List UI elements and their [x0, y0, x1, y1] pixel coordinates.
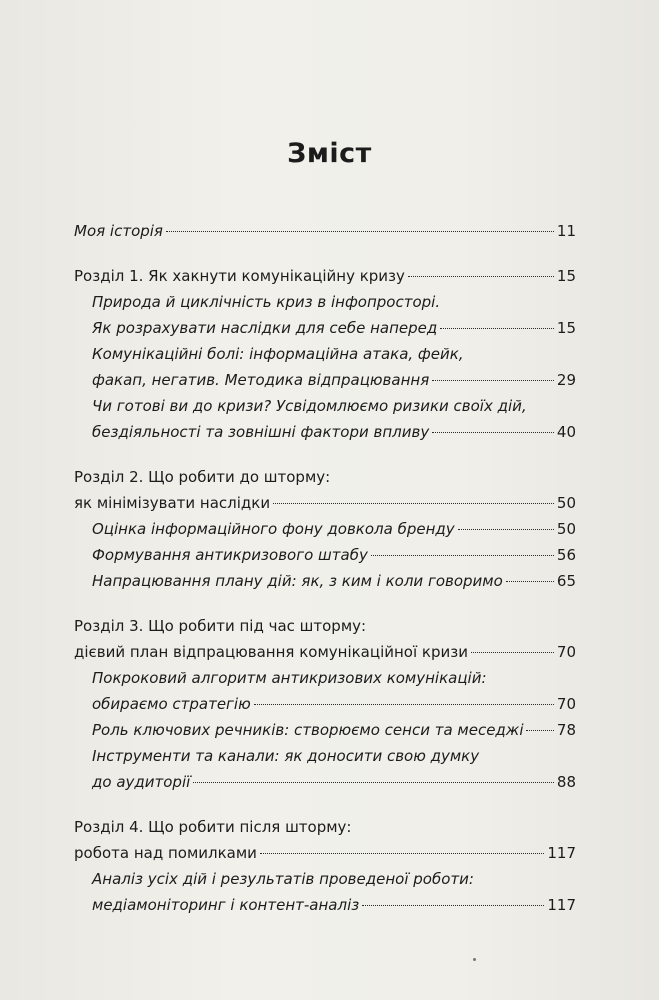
- dot-leader: [506, 581, 554, 582]
- toc-page-number: 11: [556, 222, 576, 240]
- dot-leader: [254, 704, 554, 705]
- toc-section-1-2[interactable]: [74, 367, 576, 393]
- toc-page-number: 50: [556, 494, 576, 512]
- toc-section-title: Як розрахувати наслідки для себе наперед: [92, 319, 438, 337]
- paper-speck: [473, 958, 476, 961]
- toc-page-number: 117: [547, 896, 576, 914]
- toc-section-title: Оцінка інформаційного фону довкола бренду: [92, 520, 455, 538]
- toc-section-title: Покроковий алгоритм антикризових комунікацій:: [92, 669, 487, 687]
- toc-chapter-3[interactable]: [74, 639, 576, 665]
- toc-section-title: Комунікаційні болі: інформаційна атака, фейк,: [92, 345, 464, 363]
- dot-leader: [166, 231, 554, 232]
- toc-section-2-3[interactable]: [74, 568, 576, 594]
- toc-section-title: факап, негатив. Методика відпрацювання: [92, 371, 430, 389]
- dot-leader: [440, 328, 554, 329]
- toc-page-number: 117: [547, 844, 576, 862]
- toc-section-title-line[interactable]: [74, 289, 576, 315]
- toc-section-title: Аналіз усіх дій і результатів проведеної роботи:: [92, 870, 474, 888]
- toc-page-number: 56: [556, 546, 576, 564]
- toc-section-title: Природа й циклічність криз в інфопросторі.: [92, 293, 441, 311]
- dot-leader: [526, 730, 553, 731]
- toc-section-2-1[interactable]: [74, 516, 576, 542]
- toc-section-title: Інструменти та канали: як доносити свою думку: [92, 747, 480, 765]
- toc-section-title-line[interactable]: [74, 743, 576, 769]
- toc-chapter-title-line[interactable]: [74, 613, 576, 639]
- toc-chapter-title: Розділ 1. Як хакнути комунікаційну кризу: [74, 267, 405, 285]
- toc-section-title: до аудиторії: [92, 773, 191, 791]
- dot-leader: [432, 432, 554, 433]
- toc-section-title-line[interactable]: [74, 393, 576, 419]
- toc-section-title-line[interactable]: [74, 866, 576, 892]
- toc-chapter-4[interactable]: [74, 840, 576, 866]
- dot-leader: [260, 853, 544, 854]
- toc-section-title: обираємо стратегію: [92, 695, 251, 713]
- toc-page-number: 50: [556, 520, 576, 538]
- dot-leader: [471, 652, 554, 653]
- toc-page-number: 15: [556, 319, 576, 337]
- toc-section-3-3[interactable]: [74, 769, 576, 795]
- toc-section-1-1[interactable]: [74, 315, 576, 341]
- toc-section-title: Чи готові ви до кризи? Усвідомлюємо ризики своїх дій,: [92, 397, 527, 415]
- toc-chapter-title: як мінімізувати наслідки: [74, 494, 271, 512]
- toc-page-number: 29: [556, 371, 576, 389]
- toc-chapter-title: робота над помилками: [74, 844, 257, 862]
- toc-chapter-title-line[interactable]: [74, 814, 576, 840]
- toc-chapter-title: Розділ 2. Що робити до шторму:: [74, 468, 331, 486]
- toc-section-title: Формування антикризового штабу: [92, 546, 368, 564]
- toc-page-number: 78: [556, 721, 576, 739]
- toc-section-1-3[interactable]: [74, 419, 576, 445]
- dot-leader: [408, 276, 554, 277]
- toc-section-title: Роль ключових речників: створюємо сенси та меседжі: [92, 721, 524, 739]
- toc-section-title: Напрацювання плану дій: як, з ким і коли говоримо: [92, 572, 503, 590]
- toc-page-number: 70: [556, 643, 576, 661]
- toc-section-title: медіамоніторинг і контент-аналіз: [92, 896, 360, 914]
- table-of-contents: [74, 218, 576, 918]
- toc-chapter-2[interactable]: [74, 490, 576, 516]
- toc-section-2-2[interactable]: [74, 542, 576, 568]
- dot-leader: [273, 503, 554, 504]
- toc-page-number: 40: [556, 423, 576, 441]
- toc-section-title-line[interactable]: [74, 341, 576, 367]
- toc-page-number: 15: [556, 267, 576, 285]
- toc-chapter-title: Розділ 4. Що робити після шторму:: [74, 818, 352, 836]
- toc-section-3-1[interactable]: [74, 691, 576, 717]
- page-title: Зміст: [287, 138, 372, 169]
- toc-section-title: бездіяльності та зовнішні фактори впливу: [92, 423, 430, 441]
- dot-leader: [432, 380, 554, 381]
- dot-leader: [193, 782, 554, 783]
- toc-section-title-line[interactable]: [74, 665, 576, 691]
- toc-chapter-1[interactable]: [74, 263, 576, 289]
- toc-chapter-title: Розділ 3. Що робити під час шторму:: [74, 617, 367, 635]
- toc-entry-title: Моя історія: [74, 222, 163, 240]
- toc-entry-my-story[interactable]: [74, 218, 576, 244]
- toc-section-3-2[interactable]: [74, 717, 576, 743]
- toc-page-number: 70: [556, 695, 576, 713]
- toc-chapter-title-line[interactable]: [74, 464, 576, 490]
- toc-chapter-title: дієвий план відпрацювання комунікаційної кризи: [74, 643, 468, 661]
- toc-page-number: 88: [556, 773, 576, 791]
- dot-leader: [362, 905, 544, 906]
- toc-page-number: 65: [556, 572, 576, 590]
- dot-leader: [371, 555, 554, 556]
- dot-leader: [458, 529, 554, 530]
- toc-section-4-1[interactable]: [74, 892, 576, 918]
